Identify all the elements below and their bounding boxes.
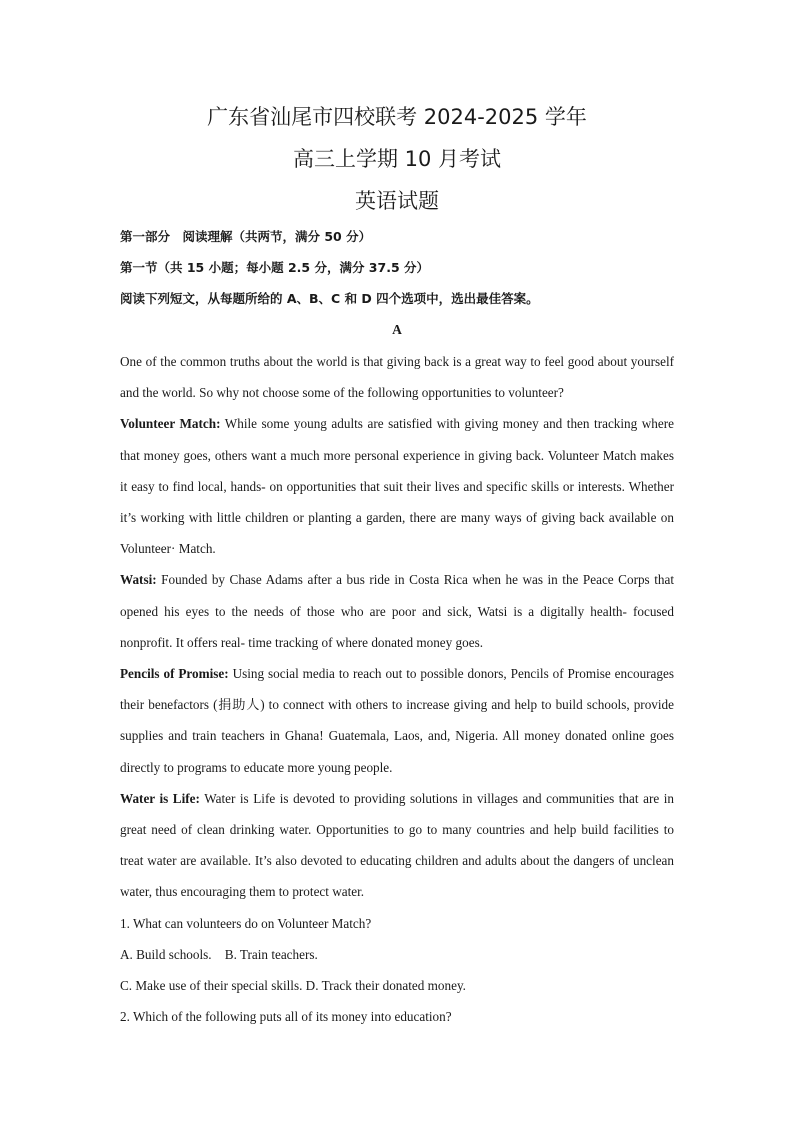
passage-item [120, 658, 674, 783]
passage-item [120, 783, 674, 908]
exam-title-line1: 广东省汕尾市四校联考 2024-2025 学年 [207, 105, 587, 129]
passage-letter: A [392, 322, 402, 337]
item-name: Watsi: [120, 572, 157, 588]
item-text: Founded by Chase Adams after a bus ride in Costa Rica when he was in the Peace Corps that opened his eyes to the needs of those who are poor and sick, Watsi is a digitally health- focused nonprofit. It offers real- time tracking of where donated money goes. [120, 572, 674, 650]
item-name: Water is Life: [120, 790, 200, 806]
exam-page [120, 0, 674, 1123]
question-2: 2. Which of the following puts all of its money into education? [120, 1009, 452, 1025]
passage-item [120, 564, 674, 658]
item-name: Volunteer Match: [120, 416, 221, 432]
question-1: 1. What can volunteers do on Volunteer Match? [120, 915, 372, 931]
question-1-options-ab: A. Build schools. B. Train teachers. [120, 946, 318, 962]
item-text: While some young adults are satisfied with giving money and then tracking where that money goes, others want a much more personal experience in giving back. Volunteer Match makes it easy to find local, hands- on opportunities that suit their lives and specific skills or interests. Whether it’s working with little children or planting a garden, there are many ways of giving back available on Volunteer· Match. [120, 416, 674, 557]
part-heading: 第一部分 阅读理解（共两节，满分 50 分） [120, 229, 372, 244]
exam-title-line2: 高三上学期 10 月考试 [292, 147, 502, 171]
item-text: Using social media to reach out to possible donors, Pencils of Promise encourages their benefactors (捐助人) to connect with others to increase giving and help to build schools, provide supplies and train teachers in Ghana! Guatemala, Laos, and, Nigeria. All money donated online goes directly to programs to educate more young people. [120, 666, 674, 775]
question-1-options-cd: C. Make use of their special skills. D. Track their donated money. [120, 978, 466, 994]
item-name: Pencils of Promise: [120, 666, 229, 682]
item-text: Water is Life is devoted to providing solutions in villages and communities that are in great need of clean drinking water. Opportunities to go to many countries and help build facilities to treat water are available. It’s also devoted to educating children and adults about the dangers of unclean water, thus encouraging them to protect water. [120, 790, 674, 900]
section-heading: 第一节（共 15 小题；每小题 2.5 分，满分 37.5 分） [120, 260, 429, 275]
passage-intro: One of the common truths about the world is that giving back is a great way to feel good about yourself and the world. So why not choose some of the following opportunities to volunteer? [120, 354, 674, 401]
passage-body [120, 346, 674, 1032]
passage-item [120, 408, 674, 564]
exam-title-subject: 英语试题 [355, 189, 439, 213]
instructions: 阅读下列短文，从每题所给的 A、B、C 和 D 四个选项中，选出最佳答案。 [120, 291, 539, 306]
